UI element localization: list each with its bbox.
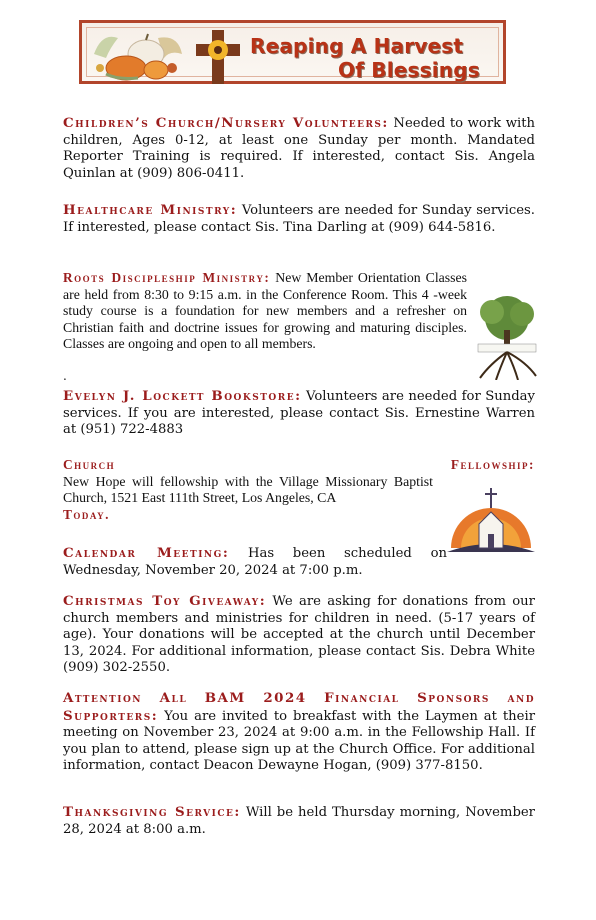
announcement-heading: Church Fellowship: [63,457,535,472]
announcement-text: You are invited to breakfast with the Laymen at their meeting on November 23, 2024 at 9:00 a.m. in the Fellowship Hall. If you plan to attend, please sign up at the Church Office. For additional information, contact Deacon Dewayne Hogan, (909) 377-8150. [63,708,535,774]
banner-title-line1: Reaping A Harvest [250,34,464,58]
announcement-text: We are asking for donations from our church members and ministries for children in need. (5-17 years of age). Your donations will be accepted at the church until December 13, 2024. For additional information, please contact Sis. Debra White (909) 302-2550. [63,594,535,676]
stray-mark: . [63,369,67,383]
sunflower-cross-icon [192,28,244,86]
announcement-bookstore [63,388,535,439]
announcement-heading: Roots Discipleship Ministry: [63,270,271,285]
announcement-heading: Christmas Toy Giveaway: [63,593,267,609]
announcement-text: Needed to work with children, Ages 0-12, at least one Sunday per month. Mandated Reporter Training is required. If interested, contact Sis. Angela Quinlan at (909) 806-0411. [63,116,535,181]
announcement-healthcare [63,202,535,236]
announcement-heading: Attention All BAM 2024 Financial Sponsors and Supporters: [63,690,535,724]
tree-roots-icon [470,294,544,380]
church-sunset-icon [447,482,535,554]
announcement-heading: Thanksgiving Service: [63,804,241,820]
announcement-heading: Evelyn J. Lockett Bookstore: [63,388,302,404]
announcement-roots-discipleship [63,270,467,353]
announcement-bam-sponsors [63,690,535,775]
announcement-heading: Healthcare Ministry: [63,202,238,218]
announcement-text: Volunteers are needed for Sunday services. If interested, please contact Sis. Tina Darling at (909) 644-5816. [63,203,535,235]
announcement-heading: Calendar Meeting: [63,545,230,561]
announcement-text: Volunteers are needed for Sunday services. If you are interested, please contact Sis. Ernestine Warren at (951) 722-4883 [63,389,535,438]
announcement-christmas-toy-giveaway [63,593,535,677]
pumpkins-icon [88,24,188,82]
announcement-childrens-church [63,115,535,182]
announcement-thanksgiving-service [63,804,535,838]
banner-title-line2: Of Blessings [338,58,480,82]
announcement-text: New Hope will fellowship with the Village Missionary Baptist Church, 1521 East 111th Street, Los Angeles, CA [63,473,433,506]
announcement-text: Will be held Thursday morning, November 28, 2024 at 8:00 a.m. [63,805,535,837]
announcement-calendar-meeting [63,545,447,579]
announcement-subheading: Today. [63,506,110,522]
announcement-text: New Member Orientation Classes are held from 8:30 to 9:15 a.m. in the Conference Room. This 4 -week study course is a foundation for new members and a refresher on Christian faith and doctrine issues for growing and maturing disciples. Classes are ongoing and open to all members. [63,270,468,352]
announcement-heading: Children’s Church/Nursery Volunteers: [63,115,389,131]
announcement-text: Has been scheduled on Wednesday, November 20, 2024 at 7:00 p.m. [63,546,447,578]
